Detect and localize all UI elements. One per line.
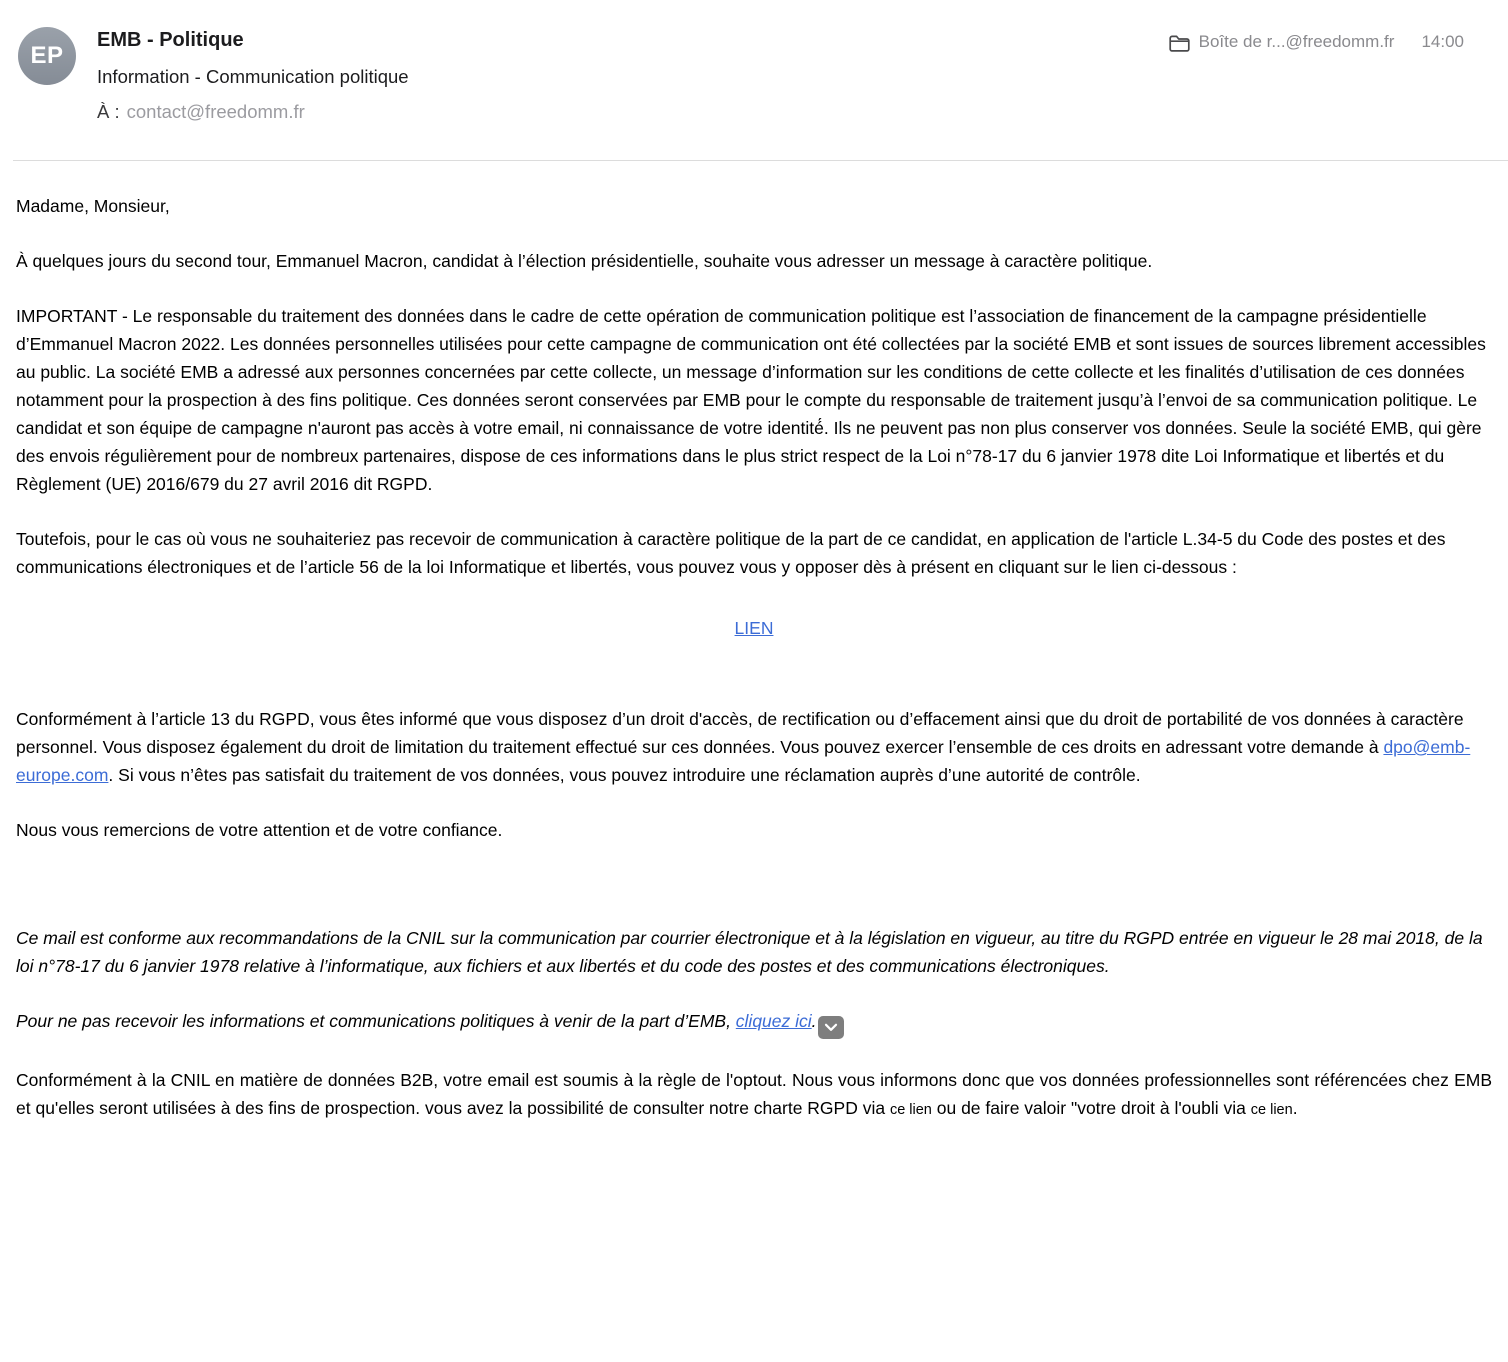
cliquez-ici-link[interactable]: cliquez ici <box>735 1011 812 1031</box>
rights-text-before: Conformément à l’article 13 du RGPD, vous êtes informé que vous disposez d’un droit d'accès, de rectification ou d’effacement ainsi que du droit de portabilité de vos données à caractère personnel. Vous disposez également du droit de limitation du traitement effectué sur ces données. Vous pouvez exercer l’ensemble de ces droits en adressant votre demande à <box>16 709 1464 757</box>
cnil-compliance-paragraph: Ce mail est conforme aux recommandations de la CNIL sur la communication par courrier électronique et à la législation en vigueur, au titre du RGPD entrée en vigueur le 28 mai 2018, de la loi n°78-17 du 6 janvier 1978 relative à l’informatique, aux fichiers et aux libertés et du code des postes et des communications électroniques. <box>16 928 1483 976</box>
rights-text-after: . Si vous n’êtes pas satisfait du traitement de vos données, vous pouvez introduire une réclamation auprès d’une autorité de contrôle. <box>108 765 1141 785</box>
email-body <box>0 161 1508 1124</box>
unsubscribe-paragraph <box>16 1007 1492 1039</box>
mailbox-name[interactable]: Boîte de r...@freedomm.fr <box>1198 32 1395 51</box>
ce-lien-link-2[interactable]: ce lien <box>1250 1102 1293 1118</box>
mailbox-info <box>1169 32 1464 52</box>
sender-name: EMB - Politique <box>97 29 244 51</box>
optout-paragraph: Toutefois, pour le cas où vous ne souhaiteriez pas recevoir de communication à caractère politique de la part de ce candidat, en application de l'article L.34-5 du Code des postes et des communications électroniques et de l’article 56 de la loi Informatique et libertés, vous pouvez vous y opposer dès à présent en cliquant sur le lien ci-dessous : <box>16 529 1446 577</box>
greeting-paragraph: Madame, Monsieur, <box>16 196 170 216</box>
folder-icon <box>1169 35 1190 52</box>
b2b-text-2: ou de faire valoir "votre droit à l'oubli via <box>931 1098 1251 1118</box>
lien-row <box>16 614 1492 642</box>
lien-link[interactable]: LIEN <box>734 618 774 638</box>
b2b-paragraph <box>16 1066 1492 1124</box>
header-main <box>97 24 1169 123</box>
email-header <box>0 0 1508 123</box>
ce-lien-link-1[interactable]: ce lien <box>889 1102 932 1118</box>
expand-quote-button[interactable] <box>818 1016 844 1039</box>
recipient-email: contact@freedomm.fr <box>126 101 305 122</box>
subject-line: Information - Communication politique <box>97 66 409 87</box>
intro-paragraph: À quelques jours du second tour, Emmanuel Macron, candidat à l’élection présidentielle, souhaite vous adresser un message à caractère politique. <box>16 251 1153 271</box>
timestamp: 14:00 <box>1421 32 1464 51</box>
b2b-text-3: . <box>1292 1098 1298 1118</box>
unsubscribe-text-before: Pour ne pas recevoir les informations et communications politiques à venir de la part d’EMB, <box>16 1011 736 1031</box>
b2b-text-1: Conformément à la CNIL en matière de données B2B, votre email est soumis à la règle de l'optout. Nous vous informons donc que vos données professionnelles sont référencées chez EMB et qu'elles seront utilisées à des fins de prospection. vous avez la possibilité de consulter notre charte RGPD via <box>16 1070 1492 1118</box>
rgpd-rights-paragraph <box>16 705 1492 789</box>
important-paragraph: IMPORTANT - Le responsable du traitement des données dans le cadre de cette opération de communication politique est l’association de financement de la campagne présidentielle d’Emmanuel Macron 2022. Les données personnelles utilisées pour cette campagne de communication ont été collectées par la société EMB et sont issues de sources librement accessibles au public. La société EMB a adressé aux personnes concernées par cette collecte, un message d’information sur les conditions de cette collecte et les finalités d’utilisation de ces données notamment pour la prospection à des fins politique. Ces données seront conservées par EMB pour le compte du responsable de traitement jusqu’à l’envoi de sa communication politique. Le candidat et son équipe de campagne n'auront pas accès à votre email, ni connaissance de votre identité́. Ils ne peuvent pas non plus conserver vos données. Seule la société EMB, qui gère des envois régulièrement pour de nombreux partenaires, dispose de ces informations dans le plus strict respect de la Loi n°78-17 du 6 janvier 1978 dite Loi Informatique et libertés et du Règlement (UE) 2016/679 du 27 avril 2016 dit RGPD. <box>16 306 1486 494</box>
to-label: À : <box>97 101 120 122</box>
unsubscribe-period: . <box>811 1011 817 1031</box>
avatar: EP <box>18 27 76 85</box>
chevron-down-icon <box>824 1023 838 1032</box>
recipient-line <box>97 101 1169 123</box>
dpo-email-link[interactable]: dpo@emb-europe.com <box>16 737 1471 785</box>
thanks-paragraph: Nous vous remercions de votre attention et de votre confiance. <box>16 820 503 840</box>
